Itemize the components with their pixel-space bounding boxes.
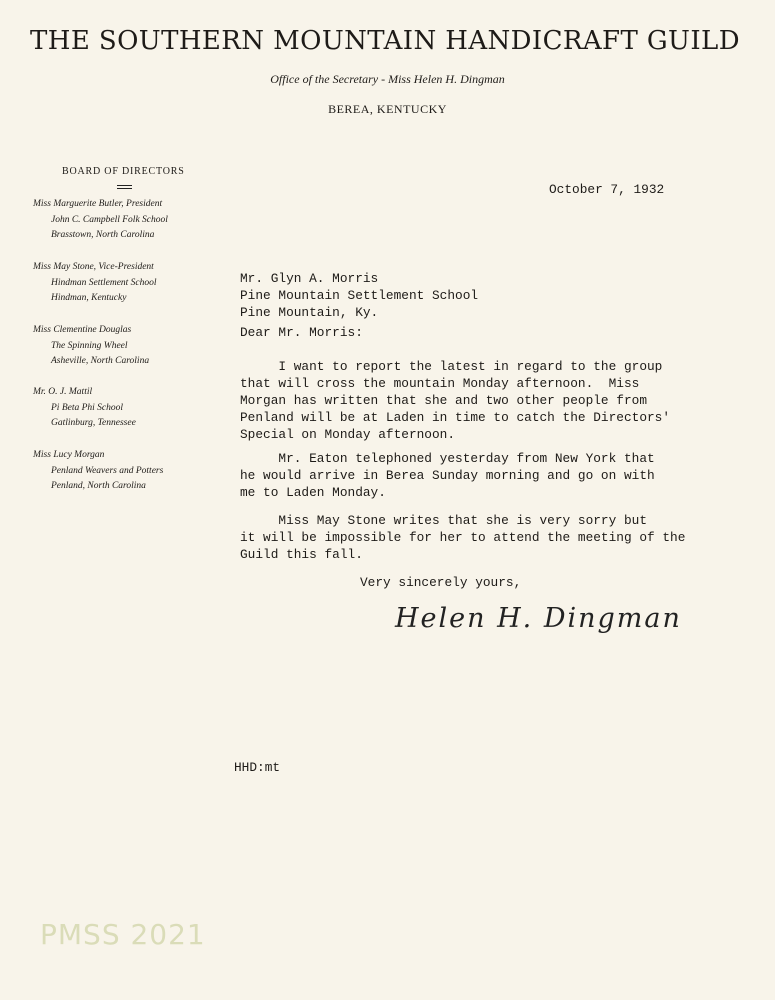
board-member (33, 385, 136, 432)
text-line: that will cross the mountain Monday afternoon. Miss (240, 376, 640, 391)
member-name: Miss Marguerite Butler, President (33, 199, 163, 209)
address-line: Mr. Glyn A. Morris (240, 271, 379, 286)
text-line: Guild this fall. (240, 547, 363, 562)
board-member (33, 260, 157, 307)
board-member (33, 197, 168, 244)
board-heading: BOARD OF DIRECTORS (62, 166, 185, 177)
letterhead-office: Office of the Secretary - Miss Helen H. Dingman (270, 72, 505, 86)
signature: Helen H. Dingman (395, 603, 682, 634)
text-line: he would arrive in Berea Sunday morning and go on with (240, 468, 655, 483)
member-place: Brasstown, North Carolina (51, 230, 155, 241)
member-place: Asheville, North Carolina (51, 356, 150, 367)
member-place: Gatlinburg, Tennessee (51, 418, 136, 429)
divider (117, 185, 132, 186)
member-org: Hindman Settlement School (51, 277, 157, 288)
paragraph (240, 358, 670, 443)
member-name: Miss Clementine Douglas (33, 325, 132, 335)
member-name: Miss May Stone, Vice-President (33, 262, 154, 272)
letter-date: October 7, 1932 (549, 182, 665, 197)
text-line: Morgan has written that she and two other people from (240, 393, 648, 408)
divider (117, 188, 132, 189)
letterhead-city: BEREA, KENTUCKY (328, 102, 447, 116)
member-place: Penland, North Carolina (51, 481, 146, 492)
board-member (33, 448, 163, 495)
watermark: PMSS 2021 (40, 918, 206, 951)
board-member (33, 323, 149, 370)
member-org: Penland Weavers and Potters (51, 465, 164, 476)
paragraph (240, 450, 655, 501)
text-line: Penland will be at Laden in time to catch the Directors' (240, 410, 671, 425)
text-line: I want to report the latest in regard to the group (240, 359, 663, 374)
address-line: Pine Mountain, Ky. (240, 305, 379, 320)
member-place: Hindman, Kentucky (51, 293, 127, 304)
text-line: Miss May Stone writes that she is very sorry but (240, 513, 648, 528)
member-name: Miss Lucy Morgan (33, 450, 105, 460)
text-line: Mr. Eaton telephoned yesterday from New York that (240, 451, 655, 466)
recipient-address (240, 270, 478, 321)
initials: HHD:mt (234, 760, 281, 775)
text-line: me to Laden Monday. (240, 485, 386, 500)
address-line: Pine Mountain Settlement School (240, 288, 479, 303)
salutation: Dear Mr. Morris: (240, 325, 363, 340)
member-org: Pi Beta Phi School (51, 402, 124, 413)
text-line: Special on Monday afternoon. (240, 427, 456, 442)
member-name: Mr. O. J. Mattil (33, 387, 93, 397)
closing: Very sincerely yours, (360, 575, 522, 590)
member-org: The Spinning Wheel (51, 340, 128, 351)
paragraph (240, 512, 685, 563)
member-org: John C. Campbell Folk School (51, 214, 168, 225)
letterhead-title: THE SOUTHERN MOUNTAIN HANDICRAFT GUILD (30, 26, 740, 56)
text-line: it will be impossible for her to attend the meeting of the (240, 530, 686, 545)
